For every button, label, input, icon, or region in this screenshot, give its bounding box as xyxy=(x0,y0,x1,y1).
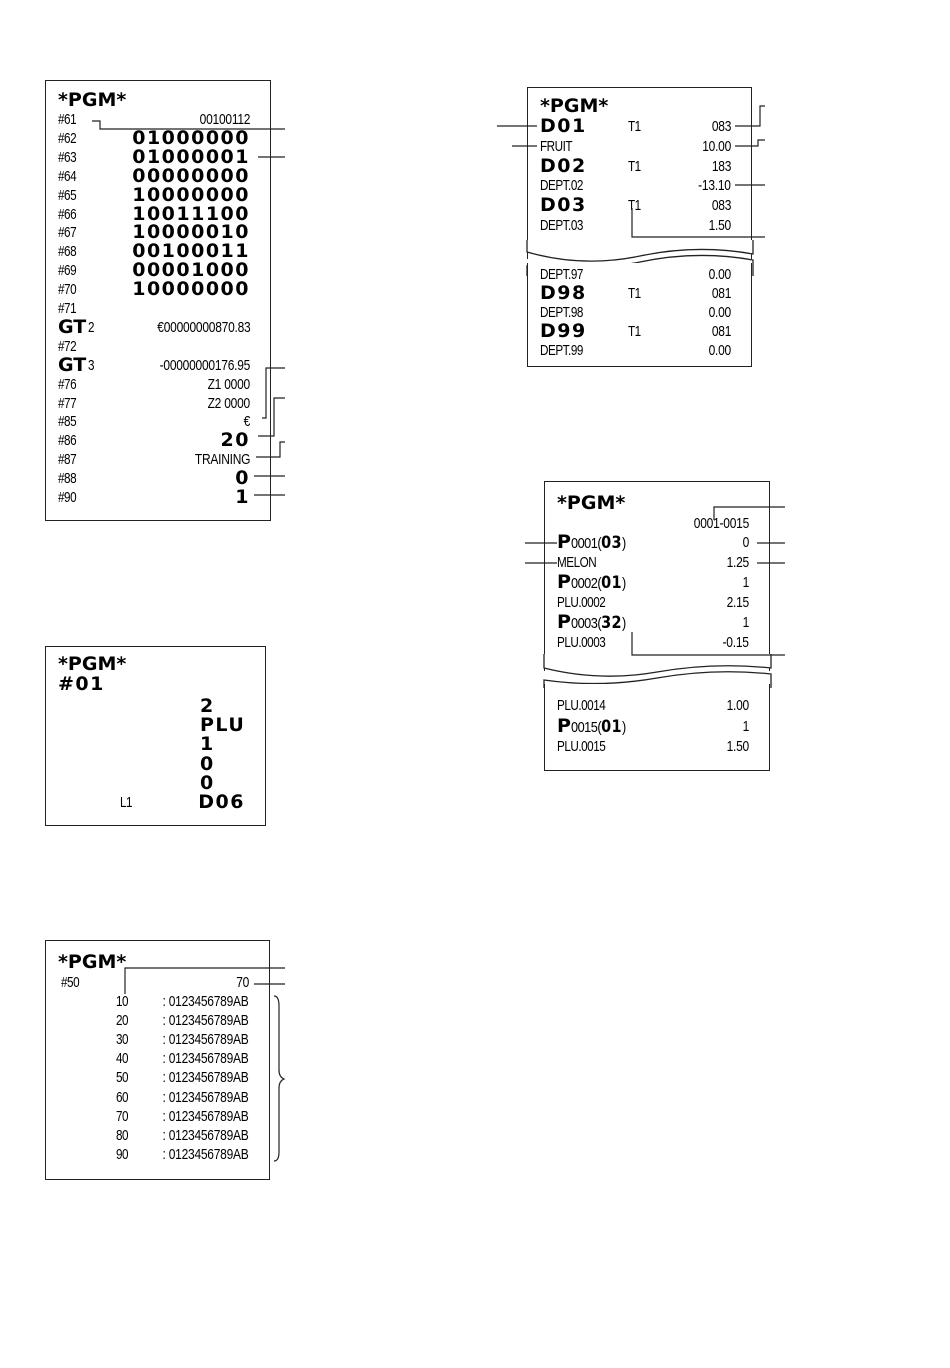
row-value: 00100112 xyxy=(199,111,250,128)
dept-name: D01 xyxy=(540,115,587,137)
plu-dept: 01 xyxy=(601,573,622,593)
row-label: #63 xyxy=(58,148,77,166)
paren-open: ( xyxy=(597,615,602,632)
receipt-department-bottom xyxy=(527,263,752,367)
receipt-row xyxy=(58,469,250,488)
plu-name: MELON xyxy=(557,554,597,571)
row-label: #65 xyxy=(58,186,77,204)
dept-value: 1.50 xyxy=(708,217,731,234)
receipt-row xyxy=(540,322,731,341)
row-value: PLU xyxy=(200,714,246,737)
receipt-row xyxy=(58,315,250,338)
row-value: € xyxy=(243,413,250,431)
plu-name: PLU.0015 xyxy=(557,738,606,755)
dept-value: 0.00 xyxy=(708,266,731,283)
row-text: : 0123456789AB xyxy=(162,1012,249,1030)
row-label: #70 xyxy=(58,281,77,299)
row-text: : 0123456789AB xyxy=(162,1031,249,1049)
receipt-row xyxy=(557,553,749,572)
row-value: 01000000 xyxy=(132,126,250,149)
dept-name: D02 xyxy=(540,154,587,177)
receipt-header: *PGM* xyxy=(58,653,127,675)
plu-name: PLU.0002 xyxy=(557,594,606,611)
tax-status: T1 xyxy=(628,157,641,175)
receipt-row xyxy=(58,353,250,376)
tear-wave xyxy=(543,654,772,688)
row-value: 0 xyxy=(200,771,215,794)
paren-close: ) xyxy=(621,575,626,592)
receipt-row xyxy=(540,154,731,177)
dept-name: DEPT.99 xyxy=(540,342,583,359)
row-value: 00100011 xyxy=(132,240,250,263)
plu-name: PLU.0003 xyxy=(557,634,606,651)
row-number: 30 xyxy=(116,1031,129,1049)
plu-code xyxy=(557,533,635,553)
row-value: 01000001 xyxy=(132,145,250,168)
plu-prefix: P xyxy=(557,714,571,737)
plu-prefix: P xyxy=(557,571,571,593)
receipt-plu-top xyxy=(544,481,770,671)
receipt-header: *PGM* xyxy=(540,95,609,117)
row-number: 10 xyxy=(116,993,129,1010)
plu-number: 0003 xyxy=(570,615,598,632)
row-label: #64 xyxy=(58,167,77,185)
paren-open: ( xyxy=(597,718,602,736)
dept-value: 0.00 xyxy=(708,304,731,321)
receipt-row xyxy=(58,183,250,206)
row-value: 00001000 xyxy=(132,259,250,282)
dept-value: 081 xyxy=(711,323,731,340)
receipt-row xyxy=(540,196,731,215)
row-value: €00000000870.83 xyxy=(156,318,250,336)
plu-code-rest xyxy=(571,718,626,737)
row-number: 80 xyxy=(116,1126,129,1144)
row-value: 00000000 xyxy=(132,164,250,187)
dept-name: D99 xyxy=(540,320,587,342)
plu-value: 1.00 xyxy=(726,697,749,714)
dept-name: DEPT.97 xyxy=(540,266,583,283)
row-value: Z1 0000 xyxy=(207,375,250,393)
row-label-suffix: 2 xyxy=(88,318,95,336)
receipt-plu-bottom xyxy=(544,684,770,771)
row-text: : 0123456789AB xyxy=(162,1126,249,1144)
row-value: TRAINING xyxy=(194,451,250,469)
plu-value: 0 xyxy=(742,534,749,551)
receipt-department-top xyxy=(527,87,752,259)
receipt-row xyxy=(58,697,245,716)
paren-close: ) xyxy=(621,718,626,736)
receipt-row xyxy=(58,280,250,299)
receipt-row xyxy=(58,735,245,754)
dept-name: DEPT.98 xyxy=(540,304,583,321)
plu-number: 0001 xyxy=(570,535,598,552)
receipt-row xyxy=(58,431,250,450)
tax-status: T1 xyxy=(628,285,641,302)
row-value: 10011100 xyxy=(132,202,250,225)
row-value: 20 xyxy=(220,429,250,452)
receipt-function-selection xyxy=(45,646,266,826)
plu-code-rest xyxy=(571,574,626,593)
row-text: : 0123456789AB xyxy=(162,993,249,1010)
receipt-row xyxy=(557,737,749,756)
receipt-row xyxy=(58,1145,249,1164)
row-label: #61 xyxy=(58,111,77,128)
receipt-row xyxy=(557,613,749,632)
paren-close: ) xyxy=(621,535,626,552)
row-value: 2 xyxy=(200,695,215,717)
tax-status: T1 xyxy=(628,197,641,215)
receipt-message-settings xyxy=(45,940,270,1180)
row-label: #87 xyxy=(58,451,77,469)
row-value: 10000010 xyxy=(132,221,250,244)
dept-name: DEPT.02 xyxy=(540,177,583,195)
row-label: #88 xyxy=(58,470,77,488)
plu-dept: 03 xyxy=(601,533,622,553)
receipt-row xyxy=(58,1068,249,1087)
receipt-row xyxy=(58,1126,249,1145)
receipt-row xyxy=(540,117,731,136)
row-number: 60 xyxy=(116,1088,129,1106)
row-label: #85 xyxy=(58,413,77,431)
receipt-row xyxy=(58,488,250,507)
row-value: 10000000 xyxy=(132,278,250,301)
tax-status: T1 xyxy=(628,118,641,135)
plu-value: 2.15 xyxy=(726,594,749,611)
row-label: #71 xyxy=(58,300,77,317)
receipt-header: *PGM* xyxy=(58,89,127,111)
row-label: #68 xyxy=(58,243,77,261)
row-label: #90 xyxy=(58,489,77,506)
dept-name: FRUIT xyxy=(540,137,573,155)
plu-prefix: P xyxy=(557,611,571,633)
receipt-code: #01 xyxy=(58,673,105,695)
row-text: : 0123456789AB xyxy=(162,1145,249,1163)
row-value: 0 xyxy=(235,467,250,490)
row-label: #66 xyxy=(58,205,77,223)
plu-value: -0.15 xyxy=(722,634,749,651)
row-text: : 0123456789AB xyxy=(162,1088,249,1106)
plu-value: 1 xyxy=(742,717,749,735)
plu-code-rest xyxy=(571,614,626,633)
paren-close: ) xyxy=(621,615,626,632)
paren-open: ( xyxy=(597,575,602,592)
dept-value: 10.00 xyxy=(702,137,731,155)
row-number: 50 xyxy=(116,1069,129,1087)
receipt-row xyxy=(58,992,249,1011)
row-label: #69 xyxy=(58,262,77,280)
row-value: -00000000176.95 xyxy=(159,356,250,374)
receipt-row xyxy=(557,573,749,592)
receipt-row xyxy=(58,375,250,394)
plu-value: 1 xyxy=(742,574,749,591)
row-label: #86 xyxy=(58,432,77,450)
plu-value: 1.50 xyxy=(726,738,749,755)
row-label: #62 xyxy=(58,129,77,147)
row-text: : 0123456789AB xyxy=(162,1069,249,1087)
dept-name: D03 xyxy=(540,194,587,217)
receipt-code: #50 70 xyxy=(61,974,249,991)
receipt-row xyxy=(58,1088,249,1107)
paren-open: ( xyxy=(597,535,602,552)
plu-code xyxy=(557,714,635,737)
receipt-row xyxy=(557,714,749,737)
tax-status: T1 xyxy=(628,323,641,340)
dept-value: 083 xyxy=(711,197,731,215)
receipt-row xyxy=(557,696,749,715)
receipt-row xyxy=(58,394,250,413)
row-value: Z2 0000 xyxy=(207,394,250,412)
row-label: #72 xyxy=(58,337,77,355)
row-number: 90 xyxy=(116,1145,129,1163)
receipt-row xyxy=(58,752,245,775)
row-label: GT xyxy=(58,315,87,338)
plu-name: PLU.0014 xyxy=(557,697,606,714)
row-value: 0 xyxy=(200,752,215,775)
receipt-row xyxy=(557,633,749,652)
row-text: : 0123456789AB xyxy=(162,1107,249,1125)
receipt-row xyxy=(540,284,731,303)
receipt-row xyxy=(58,145,250,168)
receipt-machine-settings xyxy=(45,80,271,521)
dept-value: 183 xyxy=(711,157,731,175)
receipt-range: 0001-0015 xyxy=(693,515,749,532)
plu-value: 1.25 xyxy=(726,554,749,571)
receipt-header: *PGM* xyxy=(557,492,626,514)
receipt-row xyxy=(58,1049,249,1068)
row-value: 1 xyxy=(200,733,215,756)
receipt-row xyxy=(58,299,250,318)
dept-value: 0.00 xyxy=(708,342,731,359)
row-value: 1 xyxy=(235,486,250,508)
receipt-row xyxy=(557,593,749,612)
receipt-row xyxy=(557,533,749,552)
plu-number: 0015 xyxy=(570,718,598,736)
row-number: 20 xyxy=(116,1012,129,1030)
row-text: : 0123456789AB xyxy=(162,1050,249,1068)
plu-code-rest xyxy=(571,534,626,553)
receipt-header: *PGM* xyxy=(58,951,127,973)
receipt-row xyxy=(58,771,245,794)
receipt-row xyxy=(58,1030,249,1049)
receipt-row xyxy=(58,1107,249,1126)
plu-code xyxy=(557,613,635,633)
receipt-row xyxy=(58,337,250,356)
row-number: 40 xyxy=(116,1050,129,1068)
receipt-row xyxy=(58,450,250,469)
row-label: #76 xyxy=(58,375,77,393)
receipt-row xyxy=(540,216,731,235)
receipt-row xyxy=(58,716,245,735)
row-label-suffix: 3 xyxy=(88,356,95,374)
row-label: #67 xyxy=(58,224,77,242)
dept-value: 081 xyxy=(711,285,731,302)
dept-value: -13.10 xyxy=(698,177,731,195)
receipt-row: L1 D06 xyxy=(120,791,245,813)
receipt-row xyxy=(540,341,731,360)
plu-code xyxy=(557,573,635,593)
row-value: 10000000 xyxy=(132,183,250,206)
row-label: #77 xyxy=(58,394,77,412)
plu-prefix: P xyxy=(557,531,571,553)
receipt-row xyxy=(58,164,250,187)
receipt-row xyxy=(58,1011,249,1030)
receipt-row xyxy=(540,137,731,156)
dept-name: DEPT.03 xyxy=(540,217,583,234)
plu-value: 1 xyxy=(742,614,749,631)
plu-number: 0002 xyxy=(570,575,598,592)
plu-dept: 01 xyxy=(601,716,622,737)
row-label: GT xyxy=(58,353,87,376)
dept-name: D98 xyxy=(540,282,587,304)
plu-dept: 32 xyxy=(601,613,622,633)
dept-value: 083 xyxy=(711,118,731,135)
row-number: 70 xyxy=(116,1107,129,1125)
receipt-row xyxy=(540,176,731,195)
